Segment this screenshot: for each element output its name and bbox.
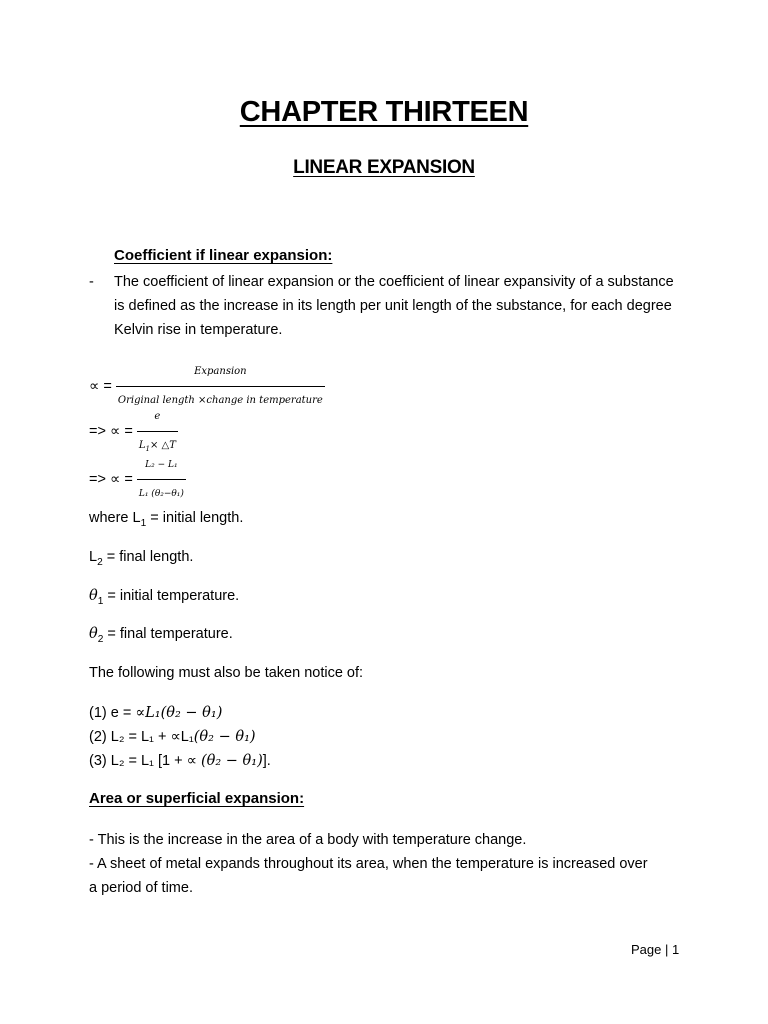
area-line-3: a period of time. xyxy=(89,880,193,896)
page-number: Page | 1 xyxy=(631,942,680,957)
formula-3-numerator: L₂ − L₁ xyxy=(145,460,178,470)
section-title: LINEAR EXPANSION xyxy=(293,157,475,178)
formula-2-fraction xyxy=(137,405,178,458)
formula-2-lhs: => ∝ = xyxy=(89,423,133,440)
area-line-1: - This is the increase in the area of a body with temperature change. xyxy=(89,832,527,848)
formula-1-lhs: ∝ = xyxy=(89,378,112,395)
formula-3 xyxy=(89,453,186,506)
chapter-title: CHAPTER THIRTEEN xyxy=(239,96,529,128)
area-heading: Area or superficial expansion: xyxy=(89,790,305,807)
rule-2: (2) L₂ = L₁ + ∝L₁(θ₂ − θ₁) xyxy=(89,729,256,745)
notice-text: The following must also be taken notice of: xyxy=(89,665,364,681)
definition-final-length: $L_2$ = final length. xyxy=(89,549,194,568)
formula-3-denominator: L₁ (θ₂−θ₁) xyxy=(137,479,186,506)
formula-2-numerator: e xyxy=(154,411,161,422)
formula-3-lhs: => ∝ = xyxy=(89,471,133,488)
coefficient-definition: The coefficient of linear expansion or the coefficient of linear expansivity of a substance is defined as the increase in its length per unit length of the substance, for each degree Kelvin rise in temperature. xyxy=(114,274,674,338)
bullet-dash: - xyxy=(89,274,94,290)
rule-3: (3) L₂ = L₁ [1 + ∝ (θ₂ − θ₁)]. xyxy=(89,753,271,769)
area-line-2: - A sheet of metal expands throughout its area, when the temperature is increased over xyxy=(89,856,648,872)
formula-1-numerator: Expansion xyxy=(194,366,247,377)
formula-2 xyxy=(89,405,178,458)
definition-initial-temperature: $\theta_1$ = initial temperature. xyxy=(89,588,240,607)
definition-final-temperature: $\theta_2$ = final temperature. xyxy=(89,626,233,645)
formula-1-denominator: Original length ×change in temperature xyxy=(116,386,325,413)
rule-1: (1) e = ∝L₁(θ₂ − θ₁) xyxy=(89,705,223,721)
coefficient-heading: Coefficient if linear expansion: xyxy=(114,247,333,264)
formula-2-denominator: $L_1\times$ △T xyxy=(137,431,178,458)
definition-initial-length: where $L_1$ = initial length. xyxy=(89,510,244,529)
formula-3-fraction xyxy=(137,453,186,506)
